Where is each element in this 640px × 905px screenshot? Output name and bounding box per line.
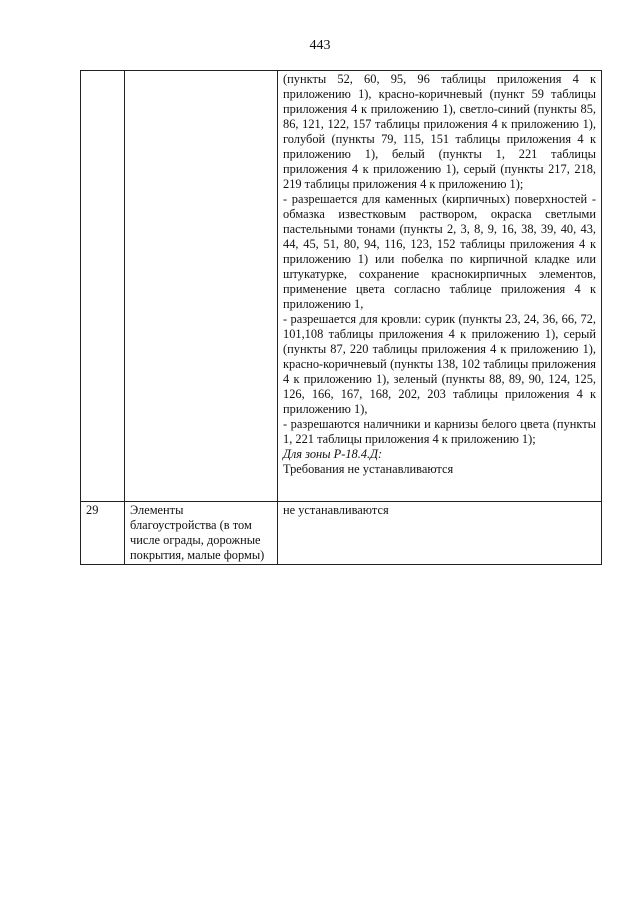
paragraph-colors-continued: (пункты 52, 60, 95, 96 таблицы приложения 4 к приложению 1), красно-коричневый (пункт 59 таблицы приложения 4 к приложению 1), светло-синий (пункты 85, 86, 121, 122, 157 таблицы приложения 4 к приложению 1), голубой (пункты 79, 115, 151 таблицы приложения 4 к приложению 1), белый (пункты 1, 221 таблицы приложения 4 к приложению 1), серый (пункты 217, 218, 219 таблицы приложения 4 к приложению 1);	[283, 72, 596, 191]
row-number-cell: 29	[81, 502, 125, 565]
table-row-continuation	[81, 71, 602, 502]
paragraph-roof-colors: - разрешается для кровли: сурик (пункты 23, 24, 36, 66, 72, 101,108 таблицы приложения 4 к приложению 1), серый (пункты 87, 220 таблицы приложения 4 к приложению 1), красно-коричневый (пункты 138, 102 таблицы приложения 4 к приложению 1), зеленый (пункты 88, 89, 90, 124, 125, 126, 166, 167, 168, 202, 203 таблицы приложения 4 к приложению 1),	[283, 312, 596, 416]
page-number: 443	[309, 38, 331, 53]
element-cell	[125, 71, 278, 502]
requirement-cell	[278, 71, 602, 502]
requirement-cell: не устанавливаются	[278, 502, 602, 565]
requirements-table	[80, 70, 602, 565]
zone-requirement-text: Требования не устанавливаются	[283, 462, 454, 476]
element-cell: Элементы благоустройства (в том числе ограды, дорожные покрытия, малые формы)	[125, 502, 278, 565]
row-number-cell	[81, 71, 125, 502]
table-row-29	[81, 502, 602, 565]
paragraph-stone-surfaces: - разрешается для каменных (кирпичных) поверхностей - обмазка известковым раствором, окраска светлыми пастельными тонами (пункты 2, 3, 8, 9, 16, 38, 39, 40, 43, 44, 45, 51, 80, 94, 116, 123, 152 таблицы приложения 4 к приложению 1) или побелка по кирпичной кладке или штукатурке, сохранение краснокирпичных элементов, применение цвета согласно таблице приложения 4 к приложению 1,	[283, 192, 596, 311]
zone-heading: Для зоны Р-18.4.Д:	[283, 447, 383, 461]
paragraph-window-trims: - разрешаются наличники и карнизы белого цвета (пункты 1, 221 таблицы приложения 4 к приложению 1);	[283, 417, 596, 446]
